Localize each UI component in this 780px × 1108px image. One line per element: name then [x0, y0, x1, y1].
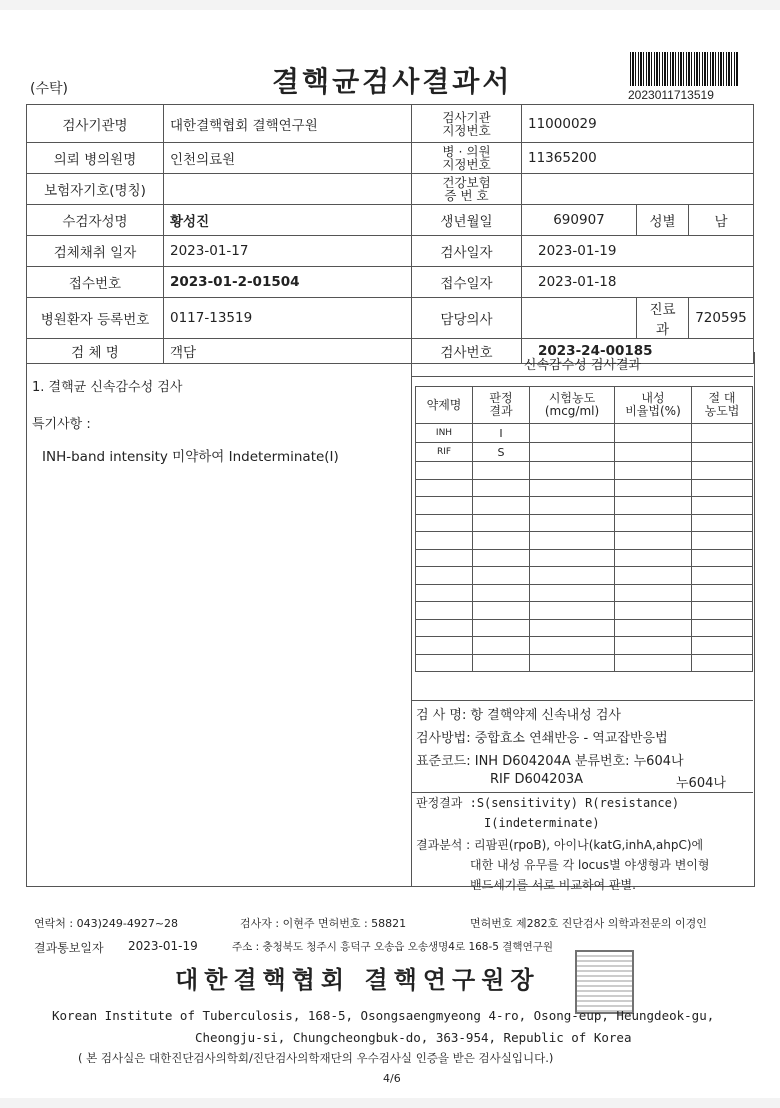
results-cell [473, 602, 530, 620]
results-cell [473, 654, 530, 672]
results-header-cell [473, 387, 530, 424]
results-cell [692, 443, 753, 462]
judge-line1: 판정결과 :S(sensitivity) R(resistance) [416, 796, 680, 810]
results-cell [416, 549, 473, 567]
method-method: 검사방법: 중합효소 연쇄반응 - 역교잡반응법 [416, 731, 668, 746]
contact: 연락처 : 043)249-4927~28 [34, 917, 179, 930]
health-label [412, 174, 522, 205]
receipt-label: 접수번호 [27, 267, 164, 298]
results-header-text: 판정 [489, 391, 513, 405]
results-cell [692, 619, 753, 637]
results-cell [473, 637, 530, 655]
results-cell [530, 443, 615, 462]
req-hosp-label: 의뢰 병의원명 [27, 143, 164, 174]
results-row [416, 424, 753, 443]
certification: ( 본 검사실은 대한진단검사의학회/진단검사의학재단의 우수검사실 인증을 받은 검사실입니다.) [78, 1051, 554, 1065]
results-cell [473, 549, 530, 567]
results-header-text: 시험농도 [548, 391, 596, 405]
results-row [416, 637, 753, 655]
inspector: 검사자 : 이현주 면허번호 : 58821 [240, 917, 407, 930]
results-header-text: 내성 [641, 391, 665, 405]
results-cell [530, 462, 615, 480]
official-seal [575, 950, 634, 1014]
dept: 720595 [689, 298, 754, 339]
page-number: 4/6 [383, 1072, 401, 1085]
inst-code: 11000029 [522, 105, 754, 143]
collect-date: 2023-01-17 [164, 236, 412, 267]
hosp-code-label-2: 지정번호 [442, 157, 491, 172]
doctor [522, 298, 637, 339]
results-cell [615, 424, 692, 443]
results-cell [615, 514, 692, 532]
results-row [416, 549, 753, 567]
drug-name: RIF [416, 443, 473, 462]
results-cell [692, 637, 753, 655]
license: 면허번호 제282호 진단검사 의학과전문의 이경인 [470, 917, 707, 930]
results-row [416, 479, 753, 497]
reg-no: 0117-13519 [164, 298, 412, 339]
results-cell [530, 584, 615, 602]
results-cell [615, 584, 692, 602]
org-name: 대한결핵협회 결핵연구원장 [175, 965, 540, 994]
results-cell [692, 567, 753, 585]
results-cell [416, 514, 473, 532]
doctor-label: 담당의사 [412, 298, 522, 339]
test-date: 2023-01-19 [522, 236, 754, 267]
results-header-text: 약제명 [426, 397, 462, 412]
birth-date: 690907 [522, 205, 637, 236]
results-cell [416, 462, 473, 480]
results-header-text: 농도법 [704, 404, 740, 418]
results-cell [692, 514, 753, 532]
insurance-label: 보험자기호(명칭) [27, 174, 164, 205]
results-row [416, 602, 753, 620]
receipt-no: 2023-01-2-01504 [164, 267, 412, 298]
reg-label: 병원환자 등록번호 [27, 298, 164, 339]
inst-name-label: 검사기관명 [27, 105, 164, 143]
insurance [164, 174, 412, 205]
results-cell [692, 584, 753, 602]
results-header-cell [692, 387, 753, 424]
hosp-code: 11365200 [522, 143, 754, 174]
drug-name: INH [416, 424, 473, 443]
results-cell [473, 567, 530, 585]
barcode [630, 52, 738, 86]
dept-label: 진료과 [637, 298, 689, 339]
results-cell [416, 637, 473, 655]
sex-label: 성별 [637, 205, 689, 236]
results-cell [530, 549, 615, 567]
results-cell [416, 602, 473, 620]
results-cell [473, 479, 530, 497]
results-cell [692, 654, 753, 672]
results-row [416, 497, 753, 515]
results-cell [530, 602, 615, 620]
results-cell [615, 637, 692, 655]
health-label-2: 증 번 호 [444, 188, 489, 203]
results-cell [615, 567, 692, 585]
results-row [416, 619, 753, 637]
results-header-cell [615, 387, 692, 424]
results-cell [615, 619, 692, 637]
results-cell [416, 479, 473, 497]
results-cell [692, 497, 753, 515]
notice-date: 2023-01-19 [128, 939, 198, 953]
results-cell [615, 443, 692, 462]
results-cell [615, 532, 692, 550]
inst-code-label-1: 검사기관 [442, 109, 491, 125]
analysis-line3: 밴드세기를 서로 비교하여 판별. [470, 878, 636, 892]
results-row [416, 514, 753, 532]
test-no: 2023-24-00185 [522, 339, 754, 364]
sex: 남 [689, 205, 754, 236]
specimen-label: 검 체 명 [27, 339, 164, 364]
results-cell [692, 479, 753, 497]
results-cell [416, 567, 473, 585]
results-title: 신속감수성 검사결과 [523, 358, 642, 373]
results-cell [416, 584, 473, 602]
method-border [411, 700, 753, 701]
results-cell [692, 462, 753, 480]
results-cell [530, 567, 615, 585]
collect-label: 검체채취 일자 [27, 236, 164, 267]
entrust-label: (수탁) [30, 81, 68, 97]
results-cell [530, 654, 615, 672]
results-cell [530, 514, 615, 532]
results-cell [416, 654, 473, 672]
birth-label: 생년월일 [412, 205, 522, 236]
receipt-date-label: 접수일자 [412, 267, 522, 298]
health-no [522, 174, 754, 205]
barcode-number: 2023011713519 [628, 88, 714, 102]
test-date-label: 검사일자 [412, 236, 522, 267]
results-cell [473, 532, 530, 550]
results-header-text: 절 대 [708, 391, 736, 405]
report-title: 결핵균검사결과서 [272, 65, 513, 98]
judge-border [411, 792, 753, 793]
english-address-1: Korean Institute of Tuberculosis, 168-5, Osongsaengmyeong 4-ro, Osong-eup, Heungdeok-gu, [52, 1008, 715, 1023]
results-cell [530, 497, 615, 515]
method-code1: 표준코드: INH D604204A 분류번호: 누604나 [416, 754, 684, 769]
drug-result: S [473, 443, 530, 462]
results-cell [615, 654, 692, 672]
results-row [416, 462, 753, 480]
results-cell [416, 497, 473, 515]
results-table [415, 386, 753, 672]
method-code2-left: RIF D604203A [490, 772, 584, 787]
results-cell [473, 497, 530, 515]
results-cell [692, 532, 753, 550]
results-header-text: (mcg/ml) [544, 404, 600, 418]
results-cell [473, 514, 530, 532]
hosp-code-label-1: 병 · 의원 [442, 144, 491, 159]
results-cell [692, 602, 753, 620]
results-row [416, 443, 753, 462]
info-table [26, 104, 754, 364]
results-header-text: 비율법(%) [625, 404, 681, 418]
results-header-cell [530, 387, 615, 424]
inst-code-label [412, 105, 522, 143]
inst-code-label-2: 지정번호 [442, 122, 491, 138]
health-label-1: 건강보험 [442, 175, 491, 190]
results-cell [615, 479, 692, 497]
remark-text: INH-band intensity 미약하여 Indeterminate(I) [42, 449, 339, 465]
results-cell [416, 532, 473, 550]
req-hosp: 인천의료원 [164, 143, 412, 174]
results-row [416, 567, 753, 585]
analysis-line1: 결과분석 : 리팜핀(rpoB), 아이나(katG,inhA,ahpC)에 [416, 838, 704, 852]
results-cell [530, 619, 615, 637]
inst-name: 대한결핵협회 결핵연구원 [164, 105, 412, 143]
results-cell [530, 637, 615, 655]
results-panel-border [411, 352, 412, 886]
remarks-label: 특기사항 : [32, 417, 91, 432]
results-cell [615, 549, 692, 567]
test-no-label: 검사번호 [412, 339, 522, 364]
address: 주소 : 충청북도 청주시 흥덕구 오송읍 오송생명4로 168-5 결핵연구원 [232, 941, 554, 953]
specimen: 객담 [164, 339, 412, 364]
results-row [416, 654, 753, 672]
judge-line2: I(indeterminate) [484, 816, 600, 830]
results-header-text: 결과 [489, 404, 513, 418]
drug-result: I [473, 424, 530, 443]
hosp-code-label [412, 143, 522, 174]
patient-label: 수검자성명 [27, 205, 164, 236]
results-cell [615, 462, 692, 480]
analysis-line2: 대한 내성 유무를 각 locus별 야생형과 변이형 [470, 858, 710, 872]
english-address-2: Cheongju-si, Chungcheongbuk-do, 363-954, Republic of Korea [195, 1030, 632, 1045]
results-cell [416, 619, 473, 637]
results-cell [530, 532, 615, 550]
results-cell [473, 584, 530, 602]
results-title-border [411, 376, 753, 377]
results-header-row [416, 387, 753, 424]
results-cell [473, 462, 530, 480]
exam-title: 1. 결핵균 신속감수성 검사 [32, 380, 183, 395]
results-body [416, 424, 753, 672]
results-cell [530, 479, 615, 497]
results-row [416, 584, 753, 602]
results-cell [615, 497, 692, 515]
patient-name: 황성진 [164, 205, 412, 236]
report-page [0, 10, 780, 1098]
method-code2-right: 누604나 [676, 776, 726, 791]
results-cell [473, 619, 530, 637]
results-cell [692, 424, 753, 443]
results-header-cell [416, 387, 473, 424]
results-cell [530, 424, 615, 443]
results-cell [615, 602, 692, 620]
results-row [416, 532, 753, 550]
method-name: 검 사 명: 항 결핵약제 신속내성 검사 [416, 708, 621, 723]
notice-label: 결과통보일자 [34, 941, 104, 955]
results-cell [692, 549, 753, 567]
receipt-date: 2023-01-18 [522, 267, 754, 298]
